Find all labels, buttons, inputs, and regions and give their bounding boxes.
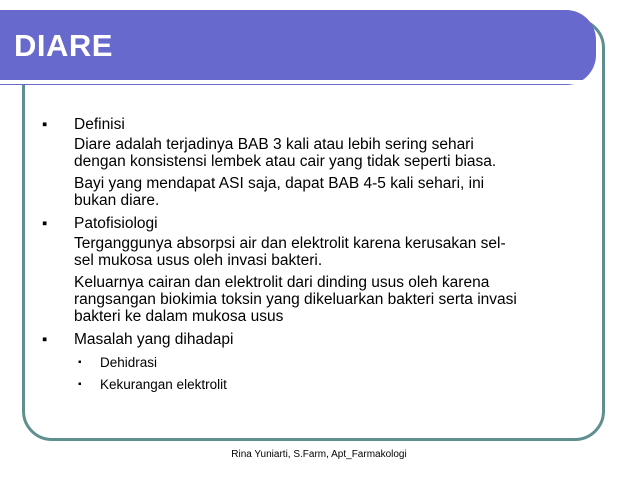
- bullet-paragraph: [74, 235, 582, 269]
- slide-title: DIARE: [14, 28, 113, 63]
- paragraph-line: Diare adalah terjadinya BAB 3 kali atau lebih sering sehari: [74, 136, 474, 153]
- small-square-bullet-icon: ▪: [78, 357, 82, 368]
- paragraph-line: rangsangan biokimia toksin yang dikeluarkan bakteri serta invasi: [74, 291, 517, 308]
- paragraph-line: sel mukosa usus oleh invasi bakteri.: [74, 252, 323, 269]
- slide-footer: Rina Yuniarti, S.Farm, Apt_Farmakologi: [231, 449, 407, 460]
- bullet-item-patofisiologi: [42, 214, 582, 234]
- bullet-paragraph: [74, 274, 582, 325]
- small-square-bullet-icon: ▪: [78, 379, 82, 390]
- bullet-heading: Definisi: [74, 116, 125, 133]
- square-bullet-icon: ▪: [42, 116, 48, 133]
- bullet-paragraph: [74, 175, 582, 209]
- bullet-paragraph: [74, 136, 582, 170]
- title-underline: [0, 80, 596, 84]
- square-bullet-icon: ▪: [42, 215, 48, 232]
- sub-bullet-item: [78, 376, 582, 394]
- paragraph-line: Keluarnya cairan dan elektrolit dari dinding usus oleh karena: [74, 274, 490, 291]
- bullet-item-definisi: [42, 115, 582, 135]
- paragraph-line: bakteri ke dalam mukosa usus: [74, 308, 284, 325]
- paragraph-line: Terganggunya absorpsi air dan elektrolit karena kerusakan sel-: [74, 235, 506, 252]
- square-bullet-icon: ▪: [42, 331, 48, 348]
- bullet-item-masalah: [42, 330, 582, 350]
- paragraph-line: bukan diare.: [74, 192, 160, 209]
- bullet-heading: Masalah yang dihadapi: [74, 331, 234, 348]
- slide-content: [42, 115, 582, 394]
- sub-bullet-text: Dehidrasi: [100, 355, 158, 370]
- paragraph-line: Bayi yang mendapat ASI saja, dapat BAB 4-5 kali sehari, ini: [74, 175, 485, 192]
- sub-bullet-text: Kekurangan elektrolit: [100, 377, 227, 392]
- bullet-heading: Patofisiologi: [74, 215, 158, 232]
- paragraph-line: dengan konsistensi lembek atau cair yang tidak seperti biasa.: [74, 153, 497, 170]
- sub-bullet-item: [78, 354, 582, 372]
